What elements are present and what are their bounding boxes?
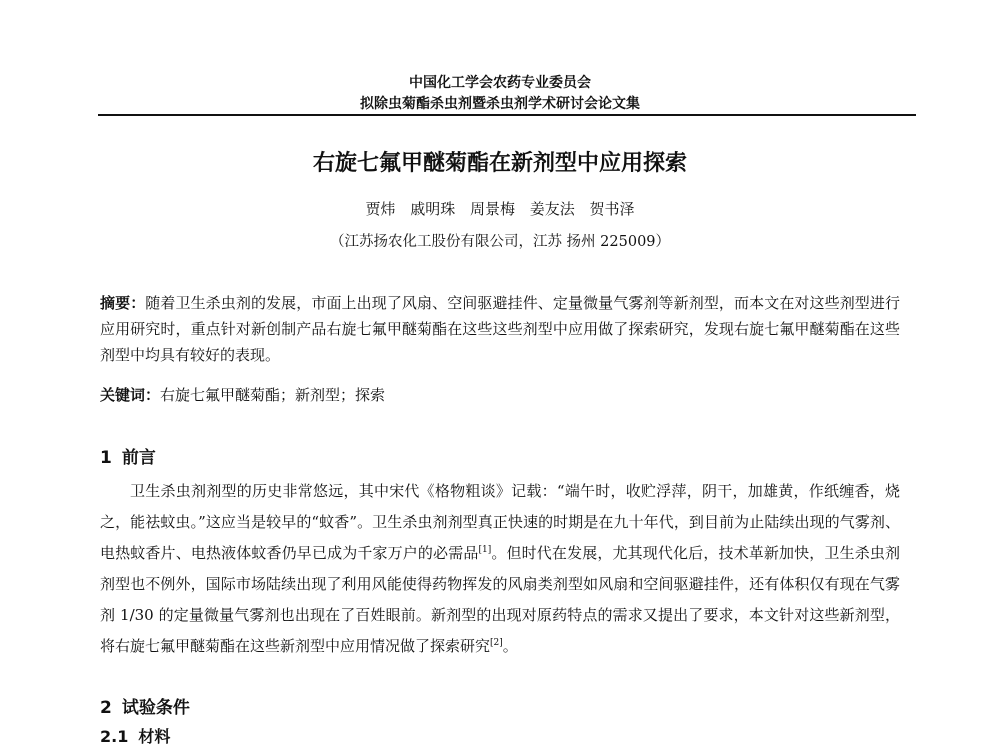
proceedings-header-organization: 中国化工学会农药专业委员会	[409, 75, 591, 91]
introduction-paragraph	[100, 476, 900, 662]
abstract-label: 摘要：	[100, 294, 146, 312]
abstract-text: 随着卫生杀虫剂的发展，市面上出现了风扇、空间驱避挂件、定量微量气雾剂等新剂型，而本文在对这些剂型进行应用研究时，重点针对新创制产品右旋七氟甲醚菊酯在这些这些剂型中应用做了探索研究，发现右旋七氟甲醚菊酯在这些剂型中均具有较好的表现。	[100, 294, 900, 364]
section-title: 前言	[121, 448, 156, 468]
proceedings-header-title: 拟除虫菊酯杀虫剂暨杀虫剂学术研讨会论文集	[360, 96, 640, 112]
section-title: 试验条件	[121, 698, 190, 718]
authors: 贾炜 戚明珠 周景梅 姜友法 贺书泽	[365, 200, 635, 218]
header-divider	[98, 114, 916, 116]
subsection-heading-materials	[100, 724, 170, 747]
section-number: 1	[100, 448, 112, 468]
citation-1: [1]	[478, 545, 492, 555]
section-heading-test-conditions	[100, 693, 190, 718]
keywords-text: 右旋七氟甲醚菊酯；新剂型；探索	[160, 386, 386, 404]
paper-title: 右旋七氟甲醚菊酯在新剂型中应用探索	[312, 151, 687, 176]
affiliation: （江苏扬农化工股份有限公司，江苏 扬州 225009）	[329, 234, 671, 250]
abstract	[100, 290, 900, 368]
paragraph-text: 卫生杀虫剂剂型的历史非常悠远，其中宋代《格物粗谈》记载：“端午时，收贮浮萍，阴干，加雄黄，作纸缠香，烧之，能祛蚊虫。”这应当是较早的“蚊香”。卫生杀虫剂剂型真正快速的时期是在九十年代，到目前为止陆续出现的气雾剂、电热蚊香片、电热液体蚊香仍早已成为千家万户的必需品	[100, 482, 900, 562]
keywords	[100, 382, 900, 408]
section-number: 2	[100, 698, 112, 718]
citation-2: [2]	[490, 638, 503, 648]
paragraph-text: 。但时代在发展，尤其现代化后，技术革新加快，卫生杀虫剂剂型也不例外，国际市场陆续出现了利用风能使得药物挥发的风扇类剂型如风扇和空间驱避挂件，还有体积仅有现在气雾剂 1/30 的定量微量气雾剂也出现在了百姓眼前。新剂型的出现对原药特点的需求又提出了要求，本文针对这些新剂型，将右旋七氟甲醚菊酯在这些新剂型中应用情况做了探索研究	[100, 544, 900, 655]
subsection-title: 材料	[138, 727, 171, 746]
section-heading-introduction	[100, 443, 156, 468]
keywords-label: 关键词：	[100, 386, 161, 404]
subsection-number: 2.1	[100, 727, 129, 746]
paragraph-text: 。	[502, 637, 518, 655]
